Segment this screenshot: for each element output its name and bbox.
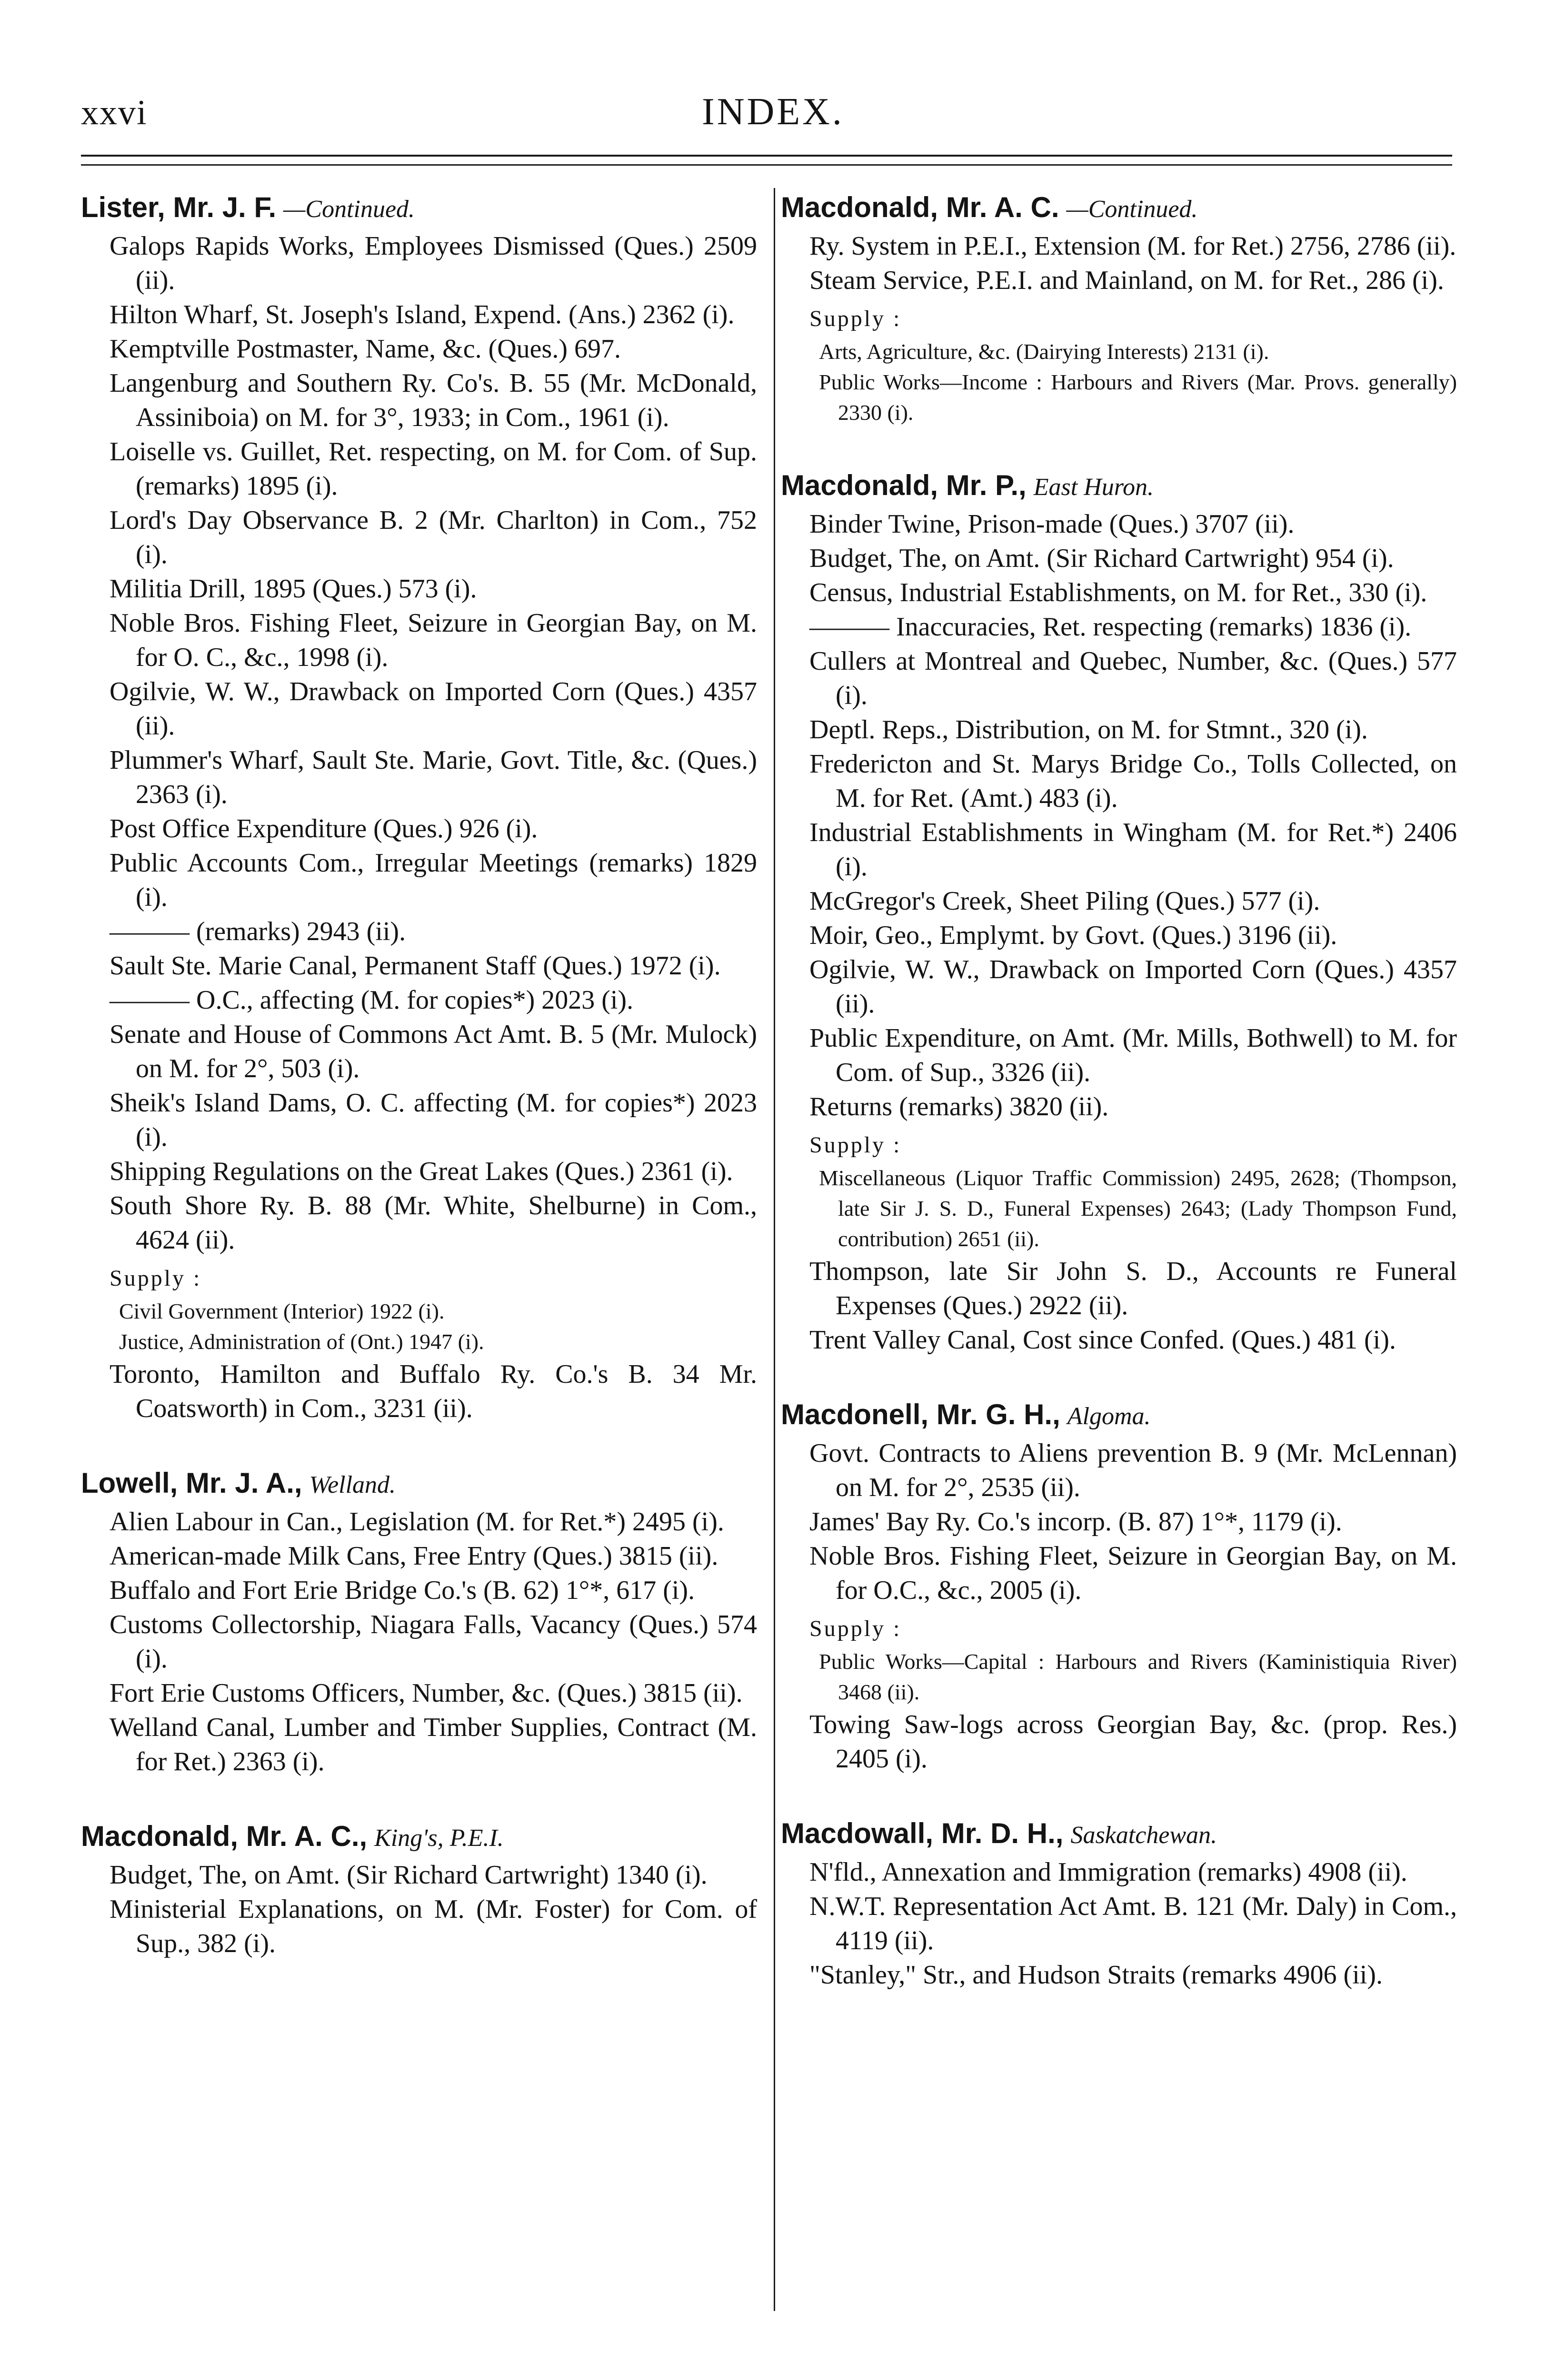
index-entry: ——— (remarks) 2943 (ii). [110,917,406,946]
index-entry: Fort Erie Customs Officers, Number, &c. (Ques.) 3815 (ii). [110,1678,743,1708]
heading-name: Lister, Mr. J. F. [81,191,277,223]
index-entry: Militia Drill, 1895 (Ques.) 573 (i). [110,574,477,604]
index-entry: Binder Twine, Prison-made (Ques.) 3707 (ii). [809,509,1295,539]
index-entry: Sault Ste. Marie Canal, Permanent Staff (Ques.) 1972 (i). [110,951,721,981]
index-entry: Alien Labour in Can., Legislation (M. for Ret.*) 2495 (i). [110,1507,724,1537]
index-entry: Noble Bros. Fishing Fleet, Seizure in Georgian Bay, on M. for O.C., &c., 2005 (i). [809,1541,1457,1605]
index-entry: American-made Milk Cans, Free Entry (Ques.) 3815 (ii). [110,1541,718,1571]
supply-item: Civil Government (Interior) 1922 (i). [119,1299,445,1323]
index-entry: Shipping Regulations on the Great Lakes (Ques.) 2361 (i). [110,1157,733,1186]
index-entry: Ry. System in P.E.I., Extension (M. for Ret.) 2756, 2786 (ii). [809,231,1456,261]
heading-name: Macdonald, Mr. A. C., [81,1820,368,1852]
index-entry: Budget, The, on Amt. (Sir Richard Cartwright) 954 (i). [809,544,1394,573]
supply-item: Arts, Agriculture, &c. (Dairying Interests) 2131 (i). [819,339,1269,364]
index-entry: Senate and House of Commons Act Amt. B. 5 (Mr. Mulock) on M. for 2°, 503 (i). [110,1020,757,1083]
index-entry: "Stanley," Str., and Hudson Straits (remarks 4906 (ii). [809,1960,1383,1990]
index-entry: Ministerial Explanations, on M. (Mr. Foster) for Com. of Sup., 382 (i). [110,1894,757,1958]
index-entry: James' Bay Ry. Co.'s incorp. (B. 87) 1°*, 1179 (i). [809,1507,1342,1537]
index-entry: Budget, The, on Amt. (Sir Richard Cartwright) 1340 (i). [110,1860,708,1890]
left-column [81,188,757,1961]
heading-name: Macdonell, Mr. G. H., [781,1398,1060,1430]
index-entry: Toronto, Hamilton and Buffalo Ry. Co.'s B. 34 Mr. Coatsworth) in Com., 3231 (ii). [110,1359,757,1423]
supply-item: Justice, Administration of (Ont.) 1947 (i). [119,1329,484,1354]
index-entry: N'fld., Annexation and Immigration (remarks) 4908 (ii). [809,1857,1407,1887]
index-entry: Kemptville Postmaster, Name, &c. (Ques.) 697. [110,334,621,364]
index-entry: Public Accounts Com., Irregular Meetings (remarks) 1829 (i). [110,848,757,912]
index-entry: Loiselle vs. Guillet, Ret. respecting, on M. for Com. of Sup. (remarks) 1895 (i). [110,437,757,501]
index-entry: Post Office Expenditure (Ques.) 926 (i). [110,814,538,843]
index-heading-lowell-mr-j-a [81,1464,757,1505]
index-entry: Fredericton and St. Marys Bridge Co., Tolls Collected, on M. for Ret. (Amt.) 483 (i). [809,749,1457,813]
page-number: xxvi [81,93,148,132]
index-entry: Lord's Day Observance B. 2 (Mr. Charlton) in Com., 752 (i). [110,506,757,569]
index-entry: Ogilvie, W. W., Drawback on Imported Corn (Ques.) 4357 (ii). [110,677,757,741]
index-entry: Plummer's Wharf, Sault Ste. Marie, Govt. Title, &c. (Ques.) 2363 (i). [110,745,757,809]
index-entry: Industrial Establishments in Wingham (M. for Ret.*) 2406 (i). [809,818,1457,882]
heading-suffix: —Continued. [1066,196,1198,223]
index-entry: Langenburg and Southern Ry. Co's. B. 55 (Mr. McDonald, Assiniboia) on M. for 3°, 1933; in Com., 1961 (i). [110,368,757,432]
index-entry: Towing Saw-logs across Georgian Bay, &c. (prop. Res.) 2405 (i). [809,1710,1457,1774]
index-entry: ——— Inaccuracies, Ret. respecting (remarks) 1836 (i). [809,612,1412,642]
index-heading-macdonald-mr-a-c [81,1817,757,1858]
page-title: INDEX. [702,91,844,133]
index-entry: Trent Valley Canal, Cost since Confed. (Ques.) 481 (i). [809,1325,1396,1355]
supply-label: Supply : [809,1132,902,1158]
supply-item: Public Works—Capital : Harbours and Rivers (Kaministiquia River) 3468 (ii). [819,1649,1457,1704]
header-rule-secondary [81,164,1452,166]
index-entry: Buffalo and Fort Erie Bridge Co.'s (B. 62) 1°*, 617 (i). [110,1576,695,1605]
index-entry: Welland Canal, Lumber and Timber Supplies, Contract (M. for Ret.) 2363 (i). [110,1713,757,1776]
heading-name: Macdowall, Mr. D. H., [781,1817,1064,1849]
index-entry: Galops Rapids Works, Employees Dismissed (Ques.) 2509 (ii). [110,231,757,295]
column-divider [774,188,775,2311]
index-entry: Sheik's Island Dams, O. C. affecting (M. for copies*) 2023 (i). [110,1088,757,1152]
heading-suffix: East Huron. [1033,474,1154,501]
heading-suffix: —Continued. [283,196,415,223]
index-entry: N.W.T. Representation Act Amt. B. 121 (Mr. Daly) in Com., 4119 (ii). [809,1892,1457,1955]
supply-item: Public Works—Income : Harbours and Rivers (Mar. Provs. generally) 2330 (i). [819,370,1457,425]
heading-name: Lowell, Mr. J. A., [81,1467,302,1499]
heading-suffix: Algoma. [1067,1403,1151,1430]
index-heading-macdonald-mr-p [781,466,1457,507]
supply-label: Supply : [809,1616,902,1641]
supply-item: Miscellaneous (Liquor Traffic Commission) 2495, 2628; (Thompson, late Sir J. S. D., Funeral Expenses) 2643; (Lady Thompson Fund, contribution) 2651 (ii). [819,1166,1457,1251]
header-rule [81,155,1452,157]
heading-suffix: Welland. [309,1471,396,1498]
index-entry: Census, Industrial Establishments, on M. for Ret., 330 (i). [809,578,1427,607]
supply-label: Supply : [809,306,902,331]
index-entry: Govt. Contracts to Aliens prevention B. 9 (Mr. McLennan) on M. for 2°, 2535 (ii). [809,1438,1457,1502]
index-entry: Public Expenditure, on Amt. (Mr. Mills, Bothwell) to M. for Com. of Sup., 3326 (ii). [809,1023,1457,1087]
heading-suffix: King's, P.E.I. [374,1825,504,1852]
index-entry: Customs Collectorship, Niagara Falls, Vacancy (Ques.) 574 (i). [110,1610,757,1674]
heading-suffix: Saskatchewan. [1070,1822,1217,1849]
right-column [781,188,1457,1992]
index-heading-macdowall-mr-d-h [781,1814,1457,1855]
index-entry: Returns (remarks) 3820 (ii). [809,1092,1109,1121]
index-entry: Deptl. Reps., Distribution, on M. for Stmnt., 320 (i). [809,715,1368,744]
index-entry: Noble Bros. Fishing Fleet, Seizure in Georgian Bay, on M. for O. C., &c., 1998 (i). [110,608,757,672]
heading-name: Macdonald, Mr. P., [781,469,1027,501]
index-entry: ——— O.C., affecting (M. for copies*) 2023 (i). [110,985,634,1015]
index-entry: Hilton Wharf, St. Joseph's Island, Expend. (Ans.) 2362 (i). [110,300,735,329]
index-entry: South Shore Ry. B. 88 (Mr. White, Shelburne) in Com., 4624 (ii). [110,1191,757,1255]
index-entry: Ogilvie, W. W., Drawback on Imported Corn (Ques.) 4357 (ii). [809,955,1457,1019]
index-entry: Cullers at Montreal and Quebec, Number, &c. (Ques.) 577 (i). [809,646,1457,710]
index-heading-lister-mr-j-f [81,188,757,229]
index-heading-macdonell-mr-g-h [781,1395,1457,1436]
index-entry: Steam Service, P.E.I. and Mainland, on M. for Ret., 286 (i). [809,266,1444,295]
index-entry: McGregor's Creek, Sheet Piling (Ques.) 577 (i). [809,886,1320,916]
supply-label: Supply : [110,1266,202,1291]
index-entry: Moir, Geo., Emplymt. by Govt. (Ques.) 3196 (ii). [809,921,1337,950]
index-entry: Thompson, late Sir John S. D., Accounts re Funeral Expenses (Ques.) 2922 (ii). [809,1257,1457,1320]
heading-name: Macdonald, Mr. A. C. [781,191,1059,223]
index-heading-macdonald-mr-a-c [781,188,1457,229]
